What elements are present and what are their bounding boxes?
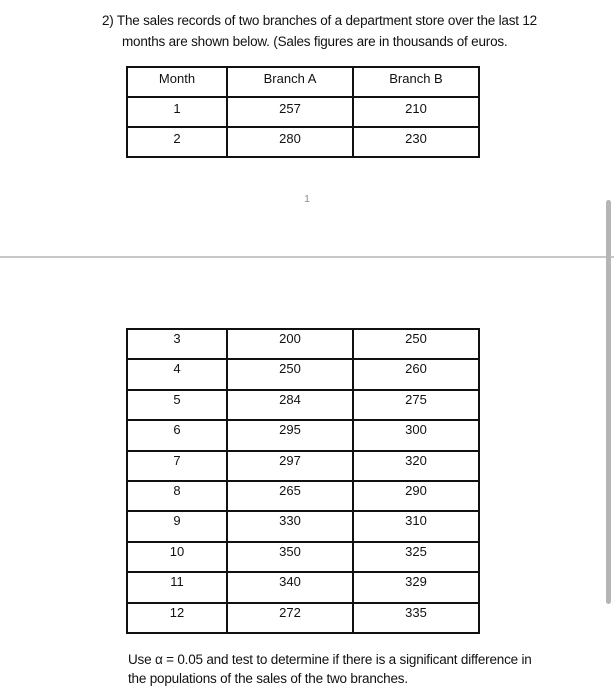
page-number: 1 (304, 194, 310, 205)
cell-month: 7 (127, 451, 227, 481)
header-branch-b: Branch B (353, 67, 479, 97)
sales-table-page-1 (126, 66, 480, 158)
cell-branch-a: 340 (227, 572, 353, 602)
cell-branch-a: 250 (227, 359, 353, 389)
question-line-1: 2) The sales records of two branches of a department store over the last 12 (102, 13, 537, 28)
table-header-row (127, 67, 479, 97)
cell-branch-a: 297 (227, 451, 353, 481)
page-divider (0, 256, 614, 258)
cell-month: 3 (127, 329, 227, 359)
cell-branch-b: 325 (353, 542, 479, 572)
cell-branch-a: 200 (227, 329, 353, 359)
cell-month: 11 (127, 572, 227, 602)
cell-month: 6 (127, 420, 227, 450)
cell-branch-b: 290 (353, 481, 479, 511)
cell-branch-b: 329 (353, 572, 479, 602)
cell-month: 5 (127, 390, 227, 420)
table-row (127, 451, 479, 481)
cell-branch-b: 260 (353, 359, 479, 389)
question-text (0, 10, 560, 52)
cell-month: 2 (127, 127, 227, 157)
cell-branch-b: 250 (353, 329, 479, 359)
cell-branch-b: 320 (353, 451, 479, 481)
cell-branch-a: 284 (227, 390, 353, 420)
cell-branch-b: 335 (353, 603, 479, 633)
cell-branch-a: 295 (227, 420, 353, 450)
table-row (127, 603, 479, 633)
cell-branch-a: 350 (227, 542, 353, 572)
cell-branch-a: 257 (227, 97, 353, 127)
header-month: Month (127, 67, 227, 97)
cell-branch-b: 210 (353, 97, 479, 127)
instruction-text (128, 650, 558, 688)
cell-branch-b: 310 (353, 511, 479, 541)
table-row (127, 390, 479, 420)
cell-branch-b: 300 (353, 420, 479, 450)
instruction-line-1: Use α = 0.05 and test to determine if there is a significant difference in (128, 652, 532, 667)
cell-branch-a: 330 (227, 511, 353, 541)
cell-month: 12 (127, 603, 227, 633)
cell-month: 1 (127, 97, 227, 127)
cell-month: 8 (127, 481, 227, 511)
question-line-2: months are shown below. (Sales figures are in thousands of euros. (122, 34, 508, 49)
table-row (127, 97, 479, 127)
table-row (127, 127, 479, 157)
instruction-line-2: the populations of the sales of the two branches. (128, 671, 408, 686)
table-row (127, 542, 479, 572)
cell-branch-b: 230 (353, 127, 479, 157)
table-row (127, 572, 479, 602)
table-row (127, 420, 479, 450)
cell-branch-a: 280 (227, 127, 353, 157)
table-row (127, 359, 479, 389)
cell-month: 9 (127, 511, 227, 541)
table-row (127, 481, 479, 511)
scrollbar-thumb[interactable] (606, 200, 611, 604)
cell-month: 10 (127, 542, 227, 572)
table-row (127, 329, 479, 359)
table-row (127, 511, 479, 541)
header-branch-a: Branch A (227, 67, 353, 97)
sales-table-page-2 (126, 328, 480, 634)
cell-branch-a: 272 (227, 603, 353, 633)
cell-branch-a: 265 (227, 481, 353, 511)
cell-month: 4 (127, 359, 227, 389)
cell-branch-b: 275 (353, 390, 479, 420)
